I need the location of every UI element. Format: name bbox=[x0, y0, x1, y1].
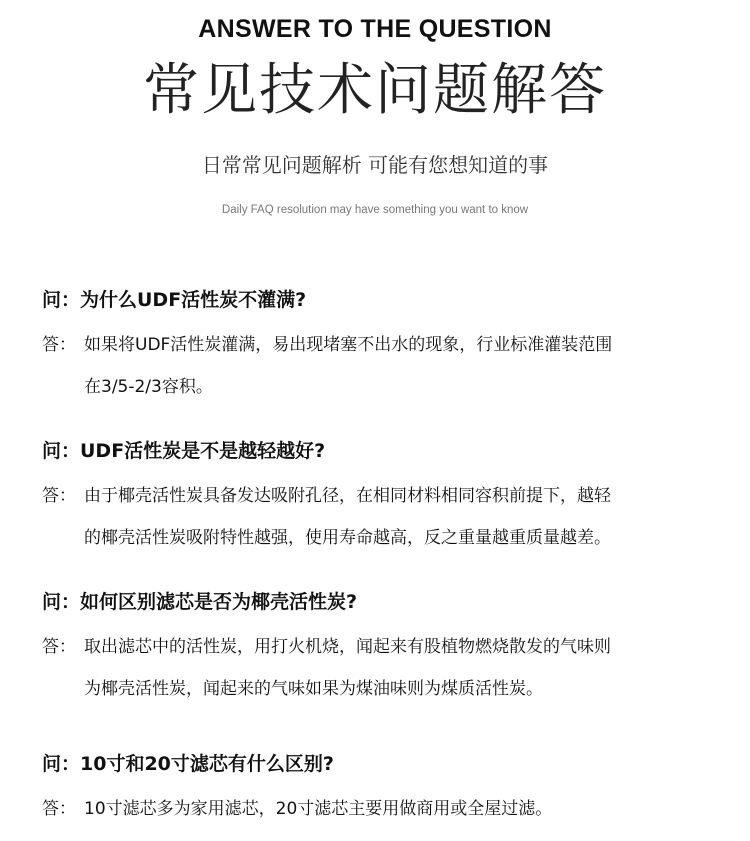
faq-answer bbox=[42, 324, 722, 408]
english-title: ANSWER TO THE QUESTION bbox=[198, 15, 552, 43]
answer-line: 10寸滤芯多为家用滤芯，20寸滤芯主要用做商用或全屋过滤。 bbox=[84, 799, 553, 819]
faq-answer bbox=[42, 788, 722, 830]
faq-item-1 bbox=[42, 286, 722, 408]
faq-item-3 bbox=[42, 588, 722, 710]
answer-prefix: 答： bbox=[42, 486, 76, 506]
answer-prefix: 答： bbox=[42, 335, 76, 355]
faq-question: 问：UDF活性炭是不是越轻越好? bbox=[42, 440, 326, 462]
answer-line: 取出滤芯中的活性炭，用打火机烧，闻起来有股植物燃烧散发的气味则 bbox=[84, 637, 611, 657]
faq-question: 问：10寸和20寸滤芯有什么区别? bbox=[42, 753, 334, 775]
answer-prefix: 答： bbox=[42, 799, 76, 819]
answer-prefix: 答： bbox=[42, 637, 76, 657]
english-subtitle: Daily FAQ resolution may have something you want to know bbox=[221, 204, 529, 216]
faq-answer bbox=[42, 475, 722, 559]
answer-line: 如果将UDF活性炭灌满，易出现堵塞不出水的现象，行业标准灌装范围 bbox=[84, 335, 613, 355]
faq-question: 问：为什么UDF活性炭不灌满? bbox=[42, 289, 307, 311]
chinese-subtitle: 日常常见问题解析 可能有您想知道的事 bbox=[201, 153, 549, 177]
answer-line: 由于椰壳活性炭具备发达吸附孔径，在相同材料相同容积前提下，越轻 bbox=[84, 486, 611, 506]
faq-question: 问：如何区别滤芯是否为椰壳活性炭? bbox=[42, 591, 358, 613]
faq-item-4 bbox=[42, 750, 722, 830]
answer-line: 在3/5-2/3容积。 bbox=[84, 377, 213, 397]
chinese-title: 常见技术问题解答 bbox=[143, 58, 607, 123]
answer-line: 的椰壳活性炭吸附特性越强，使用寿命越高，反之重量越重质量越差。 bbox=[84, 528, 611, 548]
faq-item-2 bbox=[42, 437, 722, 559]
answer-line: 为椰壳活性炭，闻起来的气味如果为煤油味则为煤质活性炭。 bbox=[84, 679, 543, 699]
faq-answer bbox=[42, 626, 722, 710]
